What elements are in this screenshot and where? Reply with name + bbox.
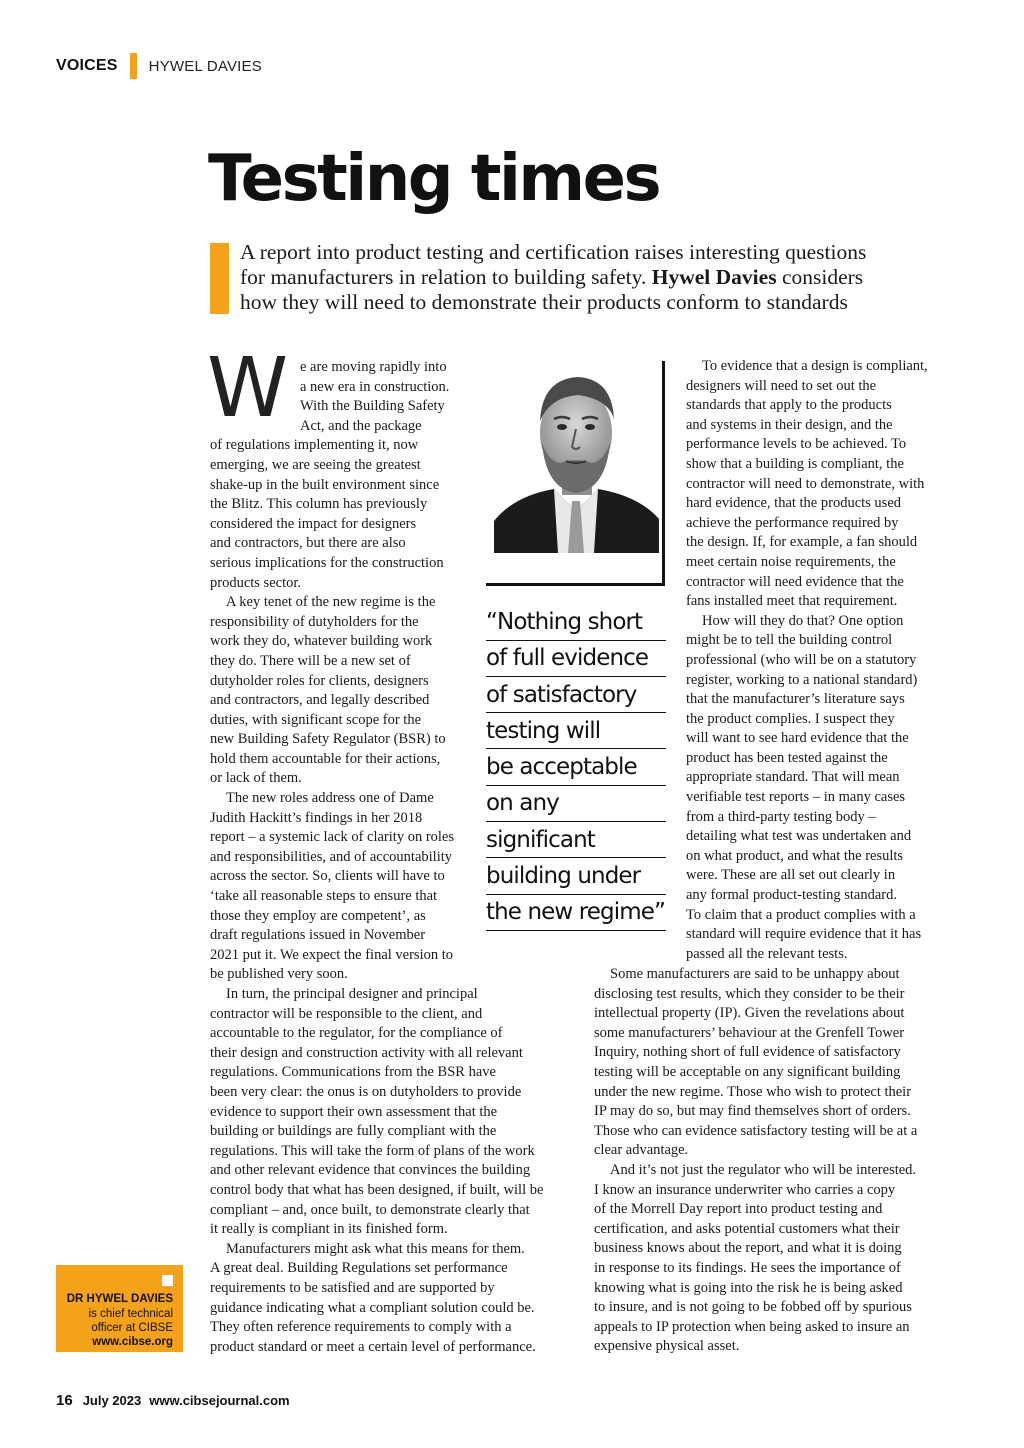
header-author: HYWEL DAVIES: [148, 57, 262, 75]
body-text-line: on what product, and what the results: [686, 847, 904, 864]
portrait-frame-rule: [486, 583, 665, 586]
pull-quote-line: significant: [486, 823, 666, 859]
author-portrait-photo: [494, 361, 659, 553]
body-column-left: [210, 358, 490, 985]
body-text-line: show that a building is compliant, the: [686, 455, 904, 472]
author-bio-role: is chief technical: [88, 1308, 173, 1320]
body-text-line: serious implications for the construction: [210, 554, 444, 571]
body-text-line: standards that apply to the products: [686, 397, 892, 414]
body-text-line: regulations. This will take the form of plans of the work: [210, 1142, 535, 1159]
body-text-line: they do. There will be a new set of: [210, 652, 411, 669]
footer-website-link[interactable]: www.cibsejournal.com: [149, 1393, 290, 1408]
author-bio-link[interactable]: www.cibse.org: [92, 1336, 173, 1348]
standfirst-line: A report into product testing and certification raises interesting questions: [240, 240, 867, 264]
body-text-line: They often reference requirements to comply with a: [210, 1319, 512, 1336]
body-text-line: intellectual property (IP). Given the revelations about: [594, 1005, 905, 1022]
body-text-line: the Blitz. This column has previously: [210, 496, 428, 513]
standfirst-accent-bar: [210, 243, 229, 314]
pull-quote-line: “Nothing short: [486, 605, 666, 641]
body-text-line: clear advantage.: [594, 1142, 689, 1159]
standfirst-line: how they will need to demonstrate their products conform to standards: [240, 290, 848, 314]
body-text-line: their design and construction activity with all relevant: [210, 1044, 523, 1061]
standfirst-author-name: Hywel Davies: [651, 265, 777, 289]
body-text-line: contractor will be responsible to the client, and: [210, 1005, 483, 1022]
pull-quote-line: testing will: [486, 714, 666, 750]
body-column-lower-right: [594, 965, 954, 1357]
page-number: 16: [56, 1392, 73, 1409]
body-text-line: appropriate standard. That will mean: [686, 769, 900, 786]
page-footer: [56, 1392, 290, 1409]
author-bio-box: [56, 1265, 183, 1352]
body-text-line: Inquiry, nothing short of full evidence of satisfactory: [594, 1044, 901, 1061]
body-text-line: 2021 put it. We expect the final version to: [210, 946, 453, 963]
body-text-line: new Building Safety Regulator (BSR) to: [210, 731, 446, 748]
body-text-line: and other relevant evidence that convinces the building: [210, 1162, 531, 1179]
body-text-line: and contractors, and legally described: [210, 692, 430, 709]
body-text-line: register, working to a national standard): [686, 671, 918, 688]
body-text-line: shake-up in the built environment since: [210, 476, 440, 493]
body-text-line: professional (who will be on a statutory: [686, 651, 917, 668]
body-text-line: it really is compliant in its finished form.: [210, 1221, 448, 1238]
body-text-line: disclosing test results, which they consider to be their: [594, 985, 905, 1002]
portrait-frame-rule: [662, 361, 665, 585]
body-text-line: work they do, whatever building work: [210, 633, 433, 650]
body-text-line: product has been tested against the: [686, 749, 888, 766]
body-text-line: contractor will need to demonstrate, with: [686, 475, 925, 492]
body-text-line: In turn, the principal designer and principal: [226, 986, 478, 1002]
body-text-line: IP may do so, but may find themselves short of orders.: [594, 1103, 911, 1120]
body-text-line: duties, with significant scope for the: [210, 711, 422, 728]
pull-quote-line: of full evidence: [486, 641, 666, 677]
body-text-line: testing will be acceptable on any significant building: [594, 1063, 901, 1080]
body-text-line: a new era in construction.: [300, 378, 450, 395]
body-text-line: under the new regime. Those who wish to protect their: [594, 1083, 912, 1100]
body-text-line: those they employ are competent’, as: [210, 907, 426, 924]
issue-date: July 2023: [82, 1393, 142, 1408]
pull-quote-line: of satisfactory: [486, 678, 666, 714]
body-column-right: [686, 357, 956, 964]
body-text-line: How will they do that? One option: [702, 612, 904, 629]
body-text-line: detailing what test was undertaken and: [686, 828, 912, 845]
body-text-line: responsibility of dutyholders for the: [210, 613, 419, 630]
body-text-line: emerging, we are seeing the greatest: [210, 456, 421, 473]
body-text-line: to insure, and is not going to be fobbed off by spurious: [594, 1299, 912, 1316]
body-text-line: Some manufacturers are said to be unhappy about: [610, 966, 900, 982]
page-title: Testing times: [208, 142, 660, 216]
body-text-line: were. These are all set out clearly in: [686, 867, 896, 884]
body-text-line: passed all the relevant tests.: [686, 945, 848, 962]
body-text-line: of regulations implementing it, now: [210, 437, 419, 454]
pull-quote-line: the new regime”: [486, 895, 666, 931]
body-text-line: dutyholder roles for clients, designers: [210, 672, 429, 689]
body-text-line: To evidence that a design is compliant,: [702, 358, 928, 374]
body-text-line: knowing what is going into the risk he is being asked: [594, 1279, 903, 1296]
pull-quote-line: be acceptable: [486, 750, 666, 786]
body-text-line: and responsibilities, and of accountability: [210, 848, 453, 865]
body-text-line: business knows about the report, and what it is doing: [594, 1240, 902, 1257]
body-text-line: some manufacturers’ behaviour at the Grenfell Tower: [594, 1024, 905, 1041]
body-text-line: product standard or meet a certain level of performance.: [210, 1338, 536, 1355]
body-text-line: the product complies. I suspect they: [686, 710, 895, 727]
standfirst-text: for manufacturers in relation to building safety.: [240, 265, 647, 289]
body-text-line: building or buildings are fully compliant with the: [210, 1123, 497, 1140]
body-text-line: been very clear: the onus is on dutyholders to provide: [210, 1083, 522, 1100]
body-text-line: verifiable test reports – in many cases: [686, 789, 906, 806]
section-header: [56, 56, 262, 76]
body-text-line: compliant – and, once built, to demonstrate clearly that: [210, 1201, 530, 1218]
square-icon: [162, 1275, 173, 1286]
body-text-line: report – a systemic lack of clarity on roles: [210, 829, 455, 846]
body-text-line: control body that what has been designed, if built, will be: [210, 1181, 544, 1198]
body-text-line: The new roles address one of Dame: [226, 790, 434, 807]
body-text-line: hard evidence, that the products used: [686, 495, 902, 512]
body-text-line: might be to tell the building control: [686, 632, 893, 649]
body-text-line: evidence to support their own assessment that the: [210, 1103, 498, 1120]
body-text-line: any formal product-testing standard.: [686, 887, 897, 904]
body-text-line: in response to its findings. He sees the importance of: [594, 1259, 901, 1276]
body-text-line: that the manufacturer’s literature says: [686, 691, 905, 708]
body-column-lower-left: [210, 985, 570, 1357]
body-text-line: draft regulations issued in November: [210, 927, 426, 944]
body-text-line: meet certain noise requirements, the: [686, 553, 896, 570]
body-text-line: appeals to IP protection when being asked to insure an: [594, 1318, 910, 1335]
body-text-line: of the Morrell Day report into product testing and: [594, 1201, 883, 1218]
body-text-line: designers will need to set out the: [686, 377, 877, 394]
body-text-line: or lack of them.: [210, 770, 302, 787]
body-text-line: considered the impact for designers: [210, 515, 417, 532]
standfirst-line: [240, 265, 960, 290]
body-text-line: fans installed meet that requirement.: [686, 593, 898, 610]
standfirst-text: considers: [781, 265, 864, 289]
body-text-line: and systems in their design, and the: [686, 416, 893, 433]
body-text-line: guidance indicating what a compliant solution could be.: [210, 1299, 535, 1316]
body-text-line: Manufacturers might ask what this means for them.: [226, 1240, 525, 1257]
body-text-line: certification, and asks potential customers what their: [594, 1220, 900, 1237]
body-text-line: Judith Hackitt’s findings in her 2018: [210, 809, 423, 826]
body-text-line: across the sector. So, clients will have to: [210, 868, 445, 885]
standfirst: [240, 240, 960, 315]
author-bio-role: officer at CIBSE: [91, 1322, 173, 1334]
body-text-line: requirements to be satisfied and are supported by: [210, 1279, 495, 1296]
body-text-line: Those who can evidence satisfactory testing will be at a: [594, 1122, 918, 1139]
body-text-line: I know an insurance underwriter who carries a copy: [594, 1181, 896, 1198]
body-text-line: regulations. Communications from the BSR have: [210, 1064, 496, 1081]
body-text-line: achieve the performance required by: [686, 514, 899, 531]
body-text-line: from a third-party testing body –: [686, 808, 876, 825]
body-text-line: hold them accountable for their actions,: [210, 750, 441, 767]
body-text-line: will want to see hard evidence that the: [686, 730, 909, 747]
body-text-line: And it’s not just the regulator who will be interested.: [610, 1161, 917, 1178]
body-text-line: accountable to the regulator, for the compliance of: [210, 1025, 503, 1042]
body-text-line: ‘take all reasonable steps to ensure that: [210, 888, 438, 905]
author-bio-name: DR HYWEL DAVIES: [66, 1293, 173, 1305]
section-divider-bar: [130, 53, 137, 79]
body-text-line: contractor will need evidence that the: [686, 573, 904, 590]
body-text-line: and contractors, but there are also: [210, 535, 406, 552]
section-label: VOICES: [56, 57, 118, 74]
body-text-line: the design. If, for example, a fan should: [686, 534, 918, 551]
body-text-line: standard will require evidence that it has: [686, 926, 922, 943]
drop-cap: W: [207, 341, 285, 436]
body-text-line: To claim that a product complies with a: [686, 906, 916, 923]
body-text-line: A great deal. Building Regulations set performance: [210, 1260, 508, 1277]
pull-quote-line: building under: [486, 859, 666, 895]
pull-quote-line: on any: [486, 786, 666, 822]
portrait-icon: [494, 361, 659, 553]
body-text-line: performance levels to be achieved. To: [686, 436, 907, 453]
body-text-line: products sector.: [210, 574, 302, 591]
pull-quote: [486, 605, 666, 932]
body-text-line: e are moving rapidly into: [300, 359, 447, 375]
body-text-line: expensive physical asset.: [594, 1338, 740, 1355]
body-text-line: be published very soon.: [210, 966, 348, 983]
body-text-line: A key tenet of the new regime is the: [226, 594, 436, 611]
body-text-line: Act, and the package: [300, 417, 422, 434]
body-text-line: With the Building Safety: [300, 398, 445, 415]
